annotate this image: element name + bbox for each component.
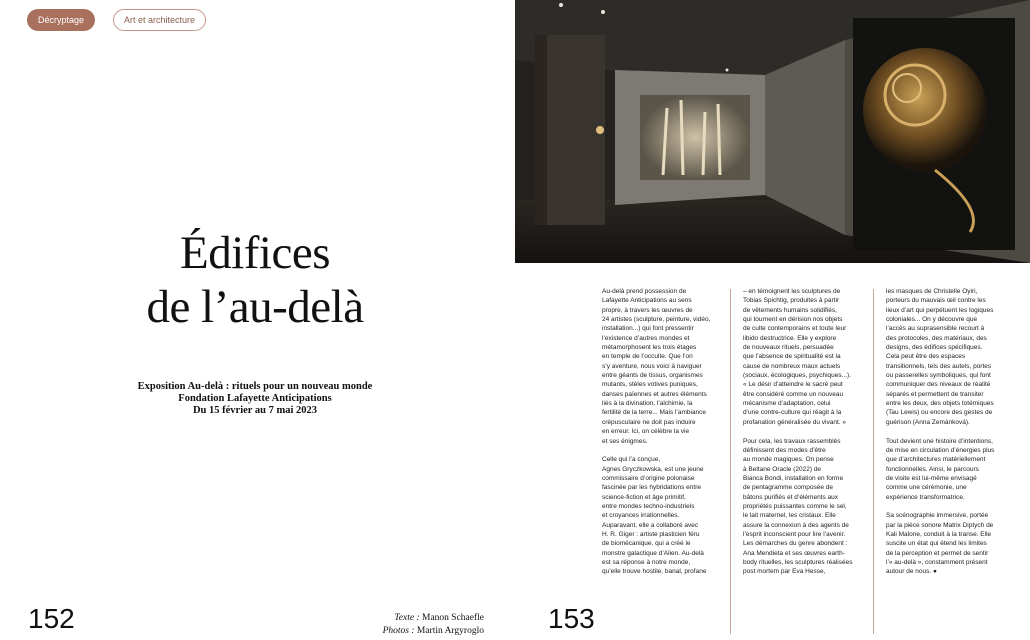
text-line: mécanisme d’adaptation, celui xyxy=(743,400,831,408)
photo-credit xyxy=(383,625,484,638)
text-line: les masques de Christelle Oyiri, xyxy=(886,288,978,295)
gallery-scene-illustration xyxy=(515,0,1030,263)
text-line: que d’architectures matériellement xyxy=(886,456,986,464)
text-line: propre, à travers les œuvres de xyxy=(602,306,693,314)
text-line: l’existence d’autres mondes et xyxy=(602,334,690,342)
text-credit xyxy=(383,612,484,625)
text-line: est sa réponse à notre monde, xyxy=(602,558,691,566)
text-line: et croyances irrationnelles. xyxy=(602,512,680,520)
title-line-1: Édifices xyxy=(180,227,330,279)
page-number-left: 152 xyxy=(28,603,75,634)
text-line: par la pièce sonore Matrix Diptych de xyxy=(886,521,994,529)
text-line: H. R. Giger : artiste plasticien féru xyxy=(602,530,700,538)
exhibition-dates: Du 15 février au 7 mai 2023 xyxy=(192,405,318,416)
paragraph-gap xyxy=(886,502,1003,511)
text-line: science-fiction et âge primitif, xyxy=(602,493,686,501)
text-credit-role: Texte : xyxy=(394,613,420,623)
text-line: séparés et permettent de transiter xyxy=(886,390,984,398)
credits xyxy=(383,612,484,638)
text-line: fertilité de la terre... Mais l’ambiance xyxy=(602,409,707,417)
text-line: cause de nombreux maux actuels xyxy=(743,362,841,370)
text-line: ou passerelles symboliques, qui font xyxy=(886,372,991,380)
column-divider-1 xyxy=(730,289,731,634)
text-line: l’esprit inconscient pour lire l’avenir. xyxy=(743,530,846,538)
text-line: fonctionnelles. Ainsi, le parcours xyxy=(886,465,979,473)
article-title xyxy=(120,226,390,334)
photo-credit-name: Martin Argyroglo xyxy=(414,626,484,636)
text-line: de biomécanique, qui a créé le xyxy=(602,540,691,548)
text-line: de visite est lui-même envisagé xyxy=(886,474,977,482)
text-line: crépusculaire ne doit pas induire xyxy=(602,418,696,426)
text-line: profanation généralisée du vivant. » xyxy=(743,418,846,426)
text-line: l’« au-delà », constamment présent xyxy=(886,558,988,566)
text-line: de nouveaux rituels, persuadée xyxy=(743,344,834,352)
text-line: Auparavant, elle a collaboré avec xyxy=(602,521,699,529)
text-line: comme une cérémonie, une xyxy=(886,484,967,492)
column-divider-2 xyxy=(873,289,874,634)
text-line: entre les deux, des objets totémiques xyxy=(886,400,994,408)
text-line: fascinée par les hybridations entre xyxy=(602,484,702,492)
text-line: (Tau Lewis) ou encore des gestes de xyxy=(886,409,993,417)
text-line: que l’absence de spiritualité est la xyxy=(743,353,841,361)
text-line: suscite un état qui étend les limites xyxy=(886,540,987,548)
text-line: Au-delà prend possession de xyxy=(602,288,687,295)
text-line: en erreur. Ici, on célèbre la vie xyxy=(602,428,690,436)
text-line: Ana Mendieta et ses œuvres earth- xyxy=(743,549,845,557)
text-line: mutants, stèles votives puniques, xyxy=(602,381,698,389)
text-line: expérience transformatrice. xyxy=(886,493,965,501)
text-line: bâtons purifiés et d’éléments aux xyxy=(743,493,839,501)
text-line: Kali Malone, conduit à la transe. Elle xyxy=(886,530,992,538)
text-line: à Beltane Oracle (2022) de xyxy=(743,465,822,473)
text-credit-name: Manon Schaefle xyxy=(419,613,484,623)
text-line: Sa scénographie immersive, portée xyxy=(886,512,989,520)
text-line: être considéré comme un nouveau xyxy=(743,390,844,398)
article-column-3 xyxy=(886,287,1003,577)
text-line: de la perception et permet de sentir xyxy=(886,549,989,557)
text-line: des protocoles, des matériaux, des xyxy=(886,334,987,342)
text-line: Cela peut être des espaces xyxy=(886,353,966,361)
text-line: de pentagramme composée de xyxy=(743,484,833,492)
text-line: Tout devient une histoire d’intentions, xyxy=(886,437,993,445)
text-line: définissent des modes d’être xyxy=(743,446,826,454)
text-line: communiquer des niveaux de réalité xyxy=(886,381,991,389)
text-line: de mise en circulation d’énergies plus xyxy=(886,446,995,454)
exhibition-photo xyxy=(515,0,1030,263)
text-line: qu’elle trouve hostile, banal, profane xyxy=(602,568,707,576)
text-line: de vêtements humains solidifiés, xyxy=(743,306,837,314)
text-line: lieux d’art qui perpétuent les logiques xyxy=(886,306,994,314)
text-line: entre géants de tissus, organismes xyxy=(602,372,703,380)
text-line: qui tournent en dérision nos objets xyxy=(743,316,843,324)
title-line-2: de l’au-delà xyxy=(146,281,364,333)
text-line: et ses énigmes. xyxy=(602,437,648,445)
text-line: post mortem par Eva Hesse, xyxy=(743,568,826,576)
text-line: Les démarches du genre abondent : xyxy=(743,540,848,548)
article-column-1 xyxy=(602,287,719,577)
paragraph-gap xyxy=(886,427,1003,436)
text-line: coloniales... On y découvre que xyxy=(886,316,978,324)
article-column-2 xyxy=(743,287,860,577)
text-line: Tobias Spichtig, produites à partir xyxy=(743,297,840,305)
text-line: Agnes Gryczkowska, est une jeune xyxy=(602,465,704,473)
text-line: transitionnels, tels des autels, portes xyxy=(886,362,992,370)
exhibition-info xyxy=(120,381,390,417)
photo-credit-role: Photos : xyxy=(382,626,415,636)
text-line: Lafayette Anticipations au sens xyxy=(602,297,692,305)
text-line: porteurs du mauvais œil contre les xyxy=(886,297,986,305)
page-number-right: 153 xyxy=(548,603,595,634)
text-line: « Le désir d’atteindre le sacré peut xyxy=(743,381,843,389)
text-line: s’y aventure, nous voici à naviguer xyxy=(602,362,702,370)
text-line: en temple de l’occulte. Que l’on xyxy=(602,353,693,361)
text-line: 24 artistes (sculpture, peinture, vidéo, xyxy=(602,316,711,324)
text-line: guérison (Anna Zemánková). xyxy=(886,418,970,426)
text-line: l’accès au suprasensible recourt à xyxy=(886,325,985,333)
text-line: Bianca Bondi, installation en forme xyxy=(743,474,844,482)
text-line: commissaire d’origine polonaise xyxy=(602,474,695,482)
text-line: de culte contemporains et toute leur xyxy=(743,325,847,333)
paragraph-gap xyxy=(743,427,860,436)
tag-art-architecture[interactable]: Art et architecture xyxy=(113,9,206,31)
text-line: entre mondes techno-industriels xyxy=(602,502,695,510)
text-line: body rituelles, les sculptures réalisées xyxy=(743,558,853,566)
text-line: propriétés puissantes comme le sel, xyxy=(743,502,847,510)
text-line: – en témoignent les sculptures de xyxy=(743,288,841,295)
text-line: au monde magiques. On pense xyxy=(743,456,834,464)
exhibition-venue: Fondation Lafayette Anticipations xyxy=(178,393,332,404)
text-line: assure la connexion à des agents de xyxy=(743,521,849,529)
text-line: le lait maternel, les cristaux. Elle xyxy=(743,512,836,520)
text-line: monstre galactique d’Alien. Au-delà xyxy=(602,549,704,557)
text-line: autour de nous. ● xyxy=(886,568,937,576)
text-line: d’une contre-culture qui réagit à la xyxy=(743,409,842,417)
text-line: danses païennes et autres éléments xyxy=(602,390,707,398)
text-line: métamorphosent les trois étages xyxy=(602,344,697,352)
text-line: designs, des édifices spécifiques. xyxy=(886,344,983,352)
text-line: (sociaux, écologiques, psychiques...). xyxy=(743,372,852,380)
text-line: libido destructrice. Elle y explore xyxy=(743,334,837,342)
paragraph-gap xyxy=(602,446,719,455)
text-line: installation...) qui font pressentir xyxy=(602,325,694,333)
text-line: Pour cela, les travaux rassemblés xyxy=(743,437,841,445)
exhibition-name: Exposition Au-delà : rituels pour un nouveau monde xyxy=(137,381,373,392)
text-line: Celle qui l’a conçue, xyxy=(602,456,661,464)
text-line: liés à la divination, l’alchimie, la xyxy=(602,400,693,408)
tag-decryptage[interactable]: Décryptage xyxy=(27,9,95,31)
